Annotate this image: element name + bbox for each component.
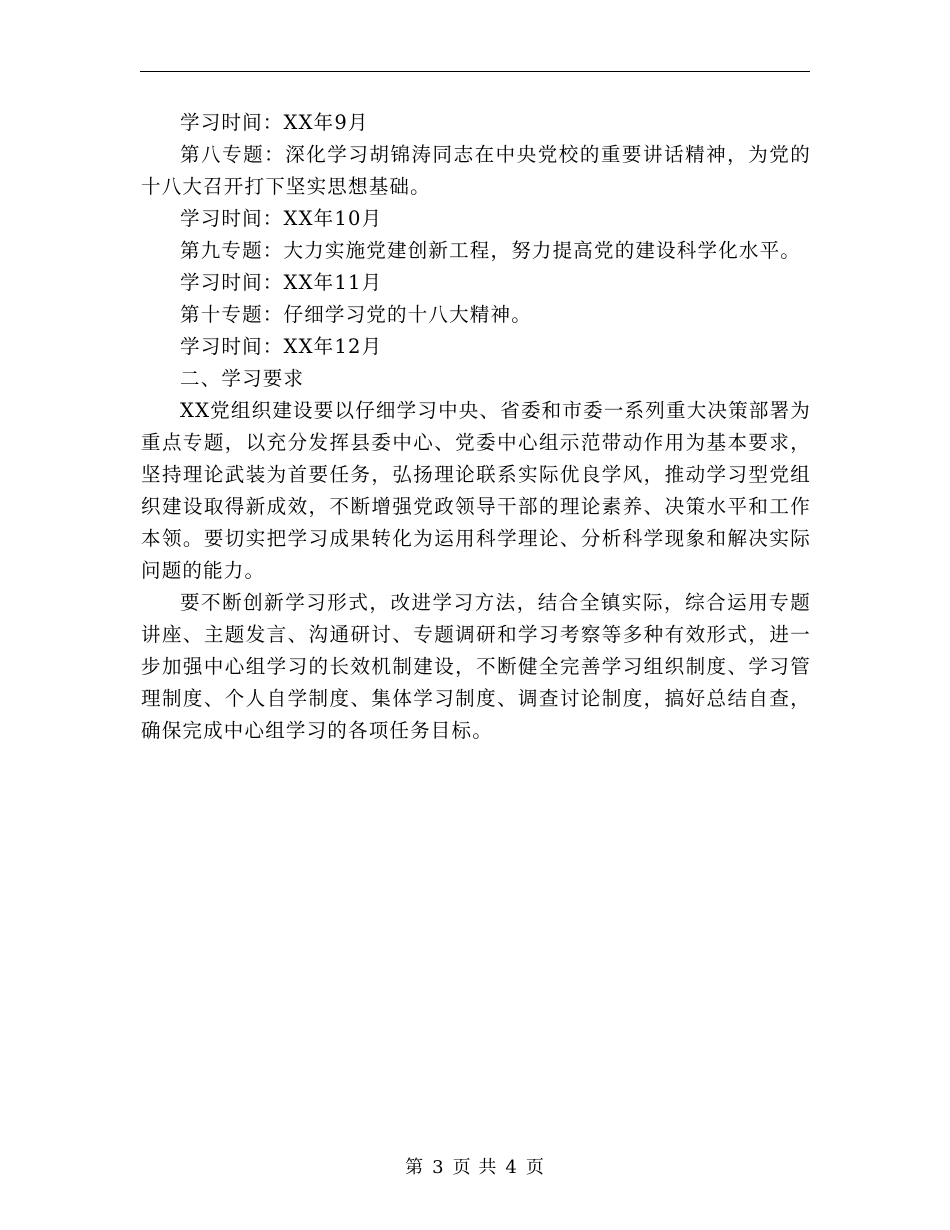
footer-prefix: 第 bbox=[405, 1157, 425, 1178]
study-time-september: 学习时间：XX年9月 bbox=[180, 111, 369, 134]
requirements-paragraph-2: 要不断创新学习形式，改进学习方法，结合全镇实际，综合运用专题讲座、主题发言、沟通研讨、专题调研和学习考察等多种有效形式，进一步加强中心组学习的长效机制建设，不断健全完善学习组织制度、学习管理制度、个人自学制度、集体学习制度、调查讨论制度，搞好总结自查，确保完成中心组学习的各项任务目标。 bbox=[141, 591, 811, 742]
footer-current-page: 3 bbox=[432, 1157, 445, 1178]
footer-suffix: 页 bbox=[525, 1157, 545, 1178]
topic-ten: 第十专题：仔细学习党的十八大精神。 bbox=[180, 303, 532, 326]
document-body bbox=[141, 107, 811, 747]
footer-mid: 页 共 bbox=[452, 1157, 498, 1178]
header-rule bbox=[140, 71, 810, 72]
study-time-november: 学习时间：XX年11月 bbox=[180, 271, 383, 294]
study-time-december: 学习时间：XX年12月 bbox=[180, 335, 383, 358]
study-time-october: 学习时间：XX年10月 bbox=[180, 207, 383, 230]
page-footer bbox=[0, 1153, 950, 1179]
topic-nine: 第九专题：大力实施党建创新工程，努力提高党的建设科学化水平。 bbox=[180, 239, 802, 262]
section-heading-requirements: 二、学习要求 bbox=[180, 367, 305, 390]
footer-total-pages: 4 bbox=[505, 1157, 518, 1178]
requirements-paragraph-1: XX党组织建设要以仔细学习中央、省委和市委一系列重大决策部署为重点专题，以充分发挥县委中心、党委中心组示范带动作用为基本要求，坚持理论武装为首要任务，弘扬理论联系实际优良学风，推动学习型党组织建设取得新成效，不断增强党政领导干部的理论素养、决策水平和工作本领。要切实把学习成果转化为运用科学理论、分析科学现象和解决实际问题的能力。 bbox=[141, 399, 811, 582]
topic-eight: 第八专题：深化学习胡锦涛同志在中央党校的重要讲话精神，为党的十八大召开打下坚实思想基础。 bbox=[141, 143, 811, 198]
